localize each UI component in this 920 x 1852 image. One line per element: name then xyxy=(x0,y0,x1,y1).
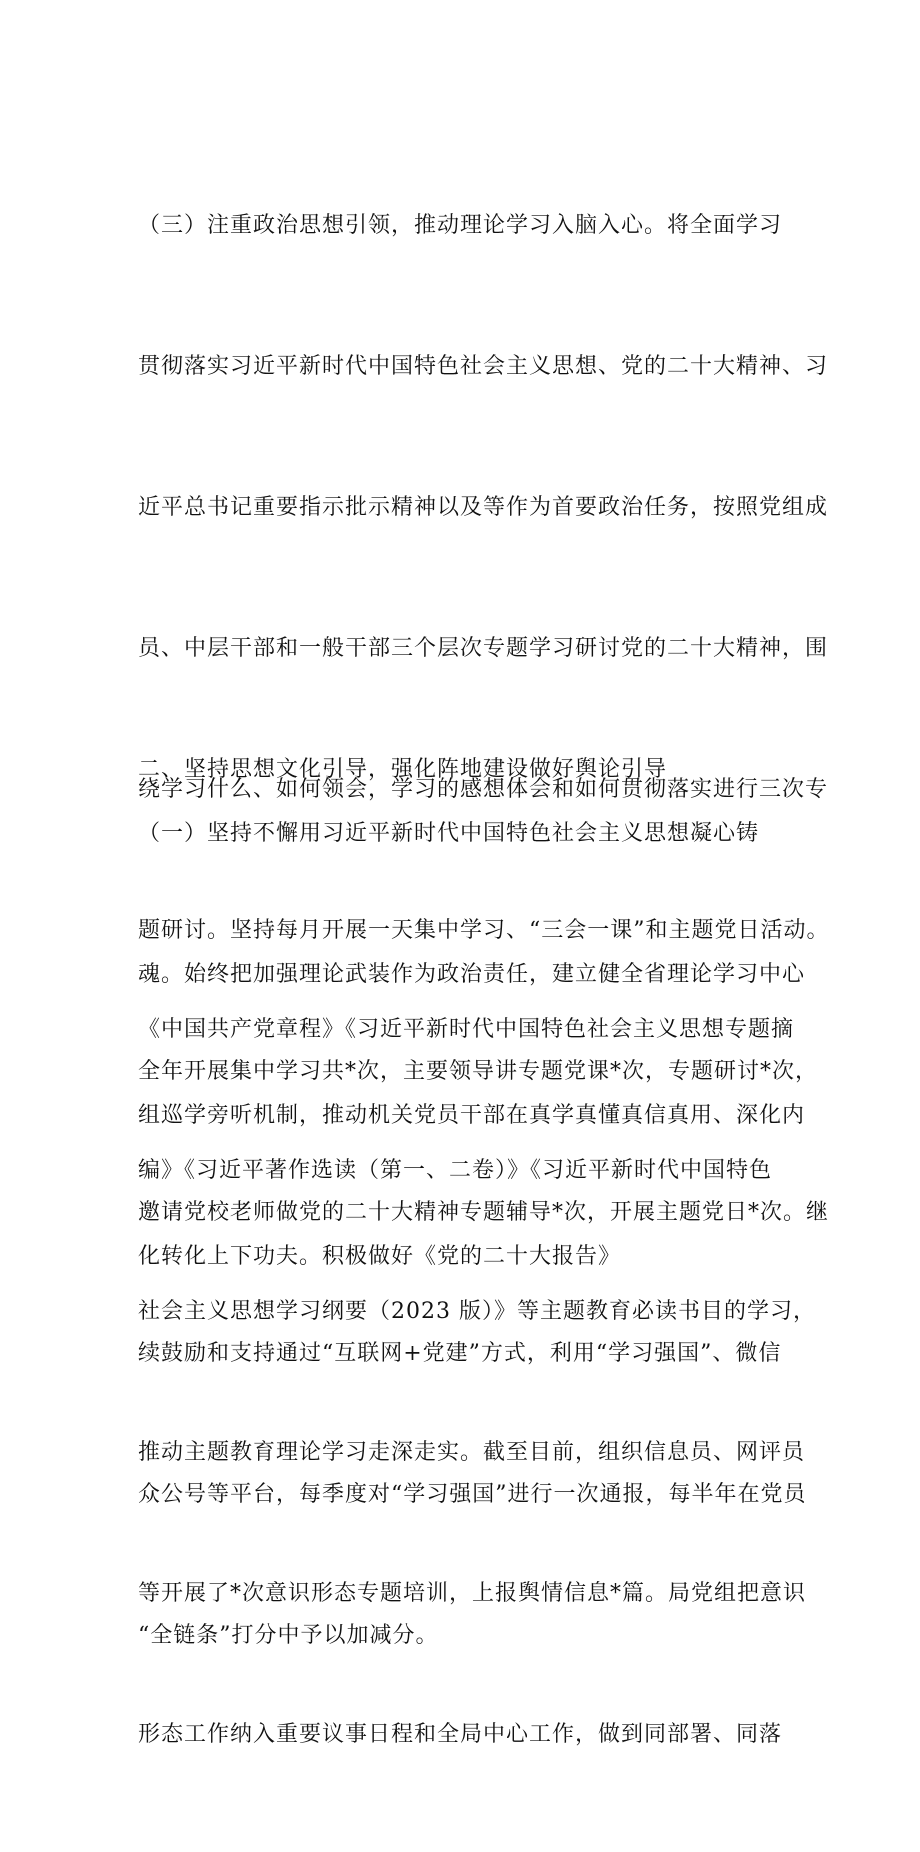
text-line: 绕学习什么、如何领会，学习的感想体会和如何贯彻落实进行三次专 xyxy=(138,777,829,802)
text-line: 近平总书记重要指示批示精神以及等作为首要政治任务，按照党组成 xyxy=(138,495,829,520)
text-line: 等开展了*次意识形态专题培训，上报舆情信息*篇。局党组把意识 xyxy=(138,1581,807,1606)
text-line: 魂。始终把加强理论武装作为政治责任，建立健全省理论学习中心 xyxy=(138,962,806,987)
text-line: （三）注重政治思想引领，推动理论学习入脑入心。将全面学习 xyxy=(138,213,783,238)
text-line: 社会主义思想学习纲要（2023 版）》等主题教育必读书目的学习， xyxy=(138,1299,816,1324)
text-line: （一）坚持不懈用习近平新时代中国特色社会主义思想凝心铸 xyxy=(138,821,760,846)
text-line: 贯彻落实习近平新时代中国特色社会主义思想、党的二十大精神、习 xyxy=(138,354,829,379)
text-line: 组巡学旁听机制，推动机关党员干部在真学真懂真信真用、深化内 xyxy=(138,1103,806,1128)
text-line: 《中国共产党章程》《习近平新时代中国特色社会主义思想专题摘 xyxy=(138,1017,795,1042)
text-line: 化转化上下功夫。积极做好《党的二十大报告》 xyxy=(138,1244,622,1269)
text-line: 二、坚持思想文化引导，强化阵地建设做好舆论引导 xyxy=(138,757,668,782)
text-line: 推动主题教育理论学习走深走实。截至目前，组织信息员、网评员 xyxy=(138,1440,806,1465)
text-line: “全链条”打分中予以加减分。 xyxy=(138,1623,439,1648)
text-line: 续鼓励和支持通过“互联网+党建”方式，利用“学习强国”、微信 xyxy=(138,1341,782,1366)
text-line: 众公号等平台，每季度对“学习强国”进行一次通报，每半年在党员 xyxy=(138,1482,807,1507)
text-line: 形态工作纳入重要议事日程和全局中心工作，做到同部署、同落 xyxy=(138,1722,783,1747)
text-line: 编》《习近平著作选读（第一、二卷）》《习近平新时代中国特色 xyxy=(138,1158,773,1183)
text-line: 员、中层干部和一般干部三个层次专题学习研讨党的二十大精神，围 xyxy=(138,636,829,661)
text-line: 题研讨。坚持每月开展一天集中学习、“三会一课”和主题党日活动。 xyxy=(138,918,830,943)
text-line: 邀请党校老师做党的二十大精神专题辅导*次，开展主题党日*次。继 xyxy=(138,1200,830,1225)
paragraph-4 xyxy=(138,912,830,1852)
text-line: 全年开展集中学习共*次，主要领导讲专题党课*次，专题研讨*次， xyxy=(138,1059,819,1084)
